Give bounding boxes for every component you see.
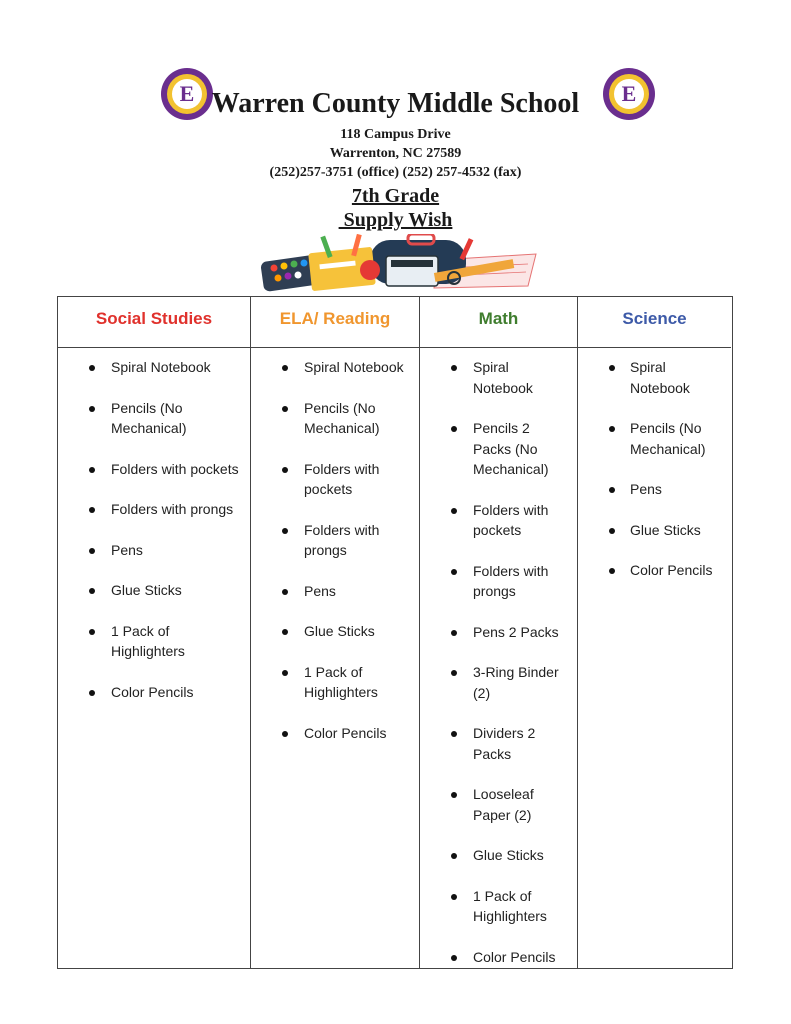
supply-list [251, 348, 419, 743]
supply-item [578, 418, 731, 459]
bullet-icon [451, 731, 457, 737]
bullet-icon [89, 406, 95, 412]
supply-item [58, 459, 250, 480]
bullet-icon [451, 894, 457, 900]
bullet-icon [282, 731, 288, 737]
supply-item-label: Folders with prongs [473, 562, 549, 599]
supply-item-label: 1 Pack of Highlighters [473, 887, 547, 924]
bullet-icon [451, 630, 457, 636]
bullet-icon [89, 507, 95, 513]
supply-item-label: Pencils (No Mechanical) [111, 399, 187, 436]
bullet-icon [451, 569, 457, 575]
address-street: 118 Campus Drive [340, 127, 451, 142]
supply-item-label: Pencils 2 Packs (No Mechanical) [473, 420, 549, 477]
bullet-icon [451, 792, 457, 798]
supply-item-label: Folders with pockets [473, 501, 549, 538]
supply-item [251, 662, 419, 703]
column-header: Science [578, 297, 731, 348]
supply-item-label: Spiral Notebook [473, 359, 533, 396]
supply-item-label: Pencils (No Mechanical) [630, 420, 706, 457]
supply-item [420, 418, 577, 480]
supply-item-label: Glue Sticks [630, 521, 701, 538]
supply-item [420, 784, 577, 825]
supply-item [251, 459, 419, 500]
apple [360, 260, 380, 280]
list-title: Supply Wish [338, 209, 453, 231]
supply-item [58, 398, 250, 439]
column-header: Social Studies [58, 297, 250, 348]
supply-item [251, 621, 419, 642]
supply-item [420, 886, 577, 927]
column-header: ELA/ Reading [251, 297, 419, 348]
supply-item [420, 622, 577, 643]
school-seal-icon: E [179, 81, 195, 106]
supply-item-label: Glue Sticks [473, 847, 544, 863]
supply-item-label: Folders with pockets [111, 460, 239, 477]
supply-item [251, 520, 419, 561]
bullet-icon [282, 467, 288, 473]
supply-item-label: Color Pencils [473, 948, 556, 965]
column-math [420, 297, 578, 968]
supply-item [578, 357, 731, 398]
supply-item-label: Glue Sticks [304, 623, 375, 639]
bullet-icon [282, 528, 288, 534]
supply-item-label: Color Pencils [630, 562, 713, 578]
bullet-icon [282, 365, 288, 371]
supply-item [58, 580, 250, 601]
bullet-icon [282, 629, 288, 635]
supply-item [58, 621, 250, 662]
supply-table [57, 296, 733, 969]
supply-list [420, 348, 577, 967]
supply-item-label: Folders with prongs [111, 501, 234, 517]
supply-item-label: 1 Pack of Highlighters [304, 663, 378, 700]
supply-list [578, 348, 731, 581]
bullet-icon [89, 365, 95, 371]
column-header: Math [420, 297, 577, 348]
supply-item-label: Folders with pockets [304, 460, 380, 497]
column-science [578, 297, 731, 968]
column-ela-reading [251, 297, 420, 968]
address-city: Warrenton, NC 27589 [329, 146, 462, 161]
supply-item [251, 398, 419, 439]
supply-item-label: Folders with prongs [304, 521, 380, 558]
grade-heading: 7th Grade [351, 185, 440, 207]
supply-item [251, 723, 419, 744]
supply-item [251, 357, 419, 378]
school-supplies-illustration [258, 234, 538, 292]
supply-item-label: Color Pencils [304, 724, 387, 741]
supply-list [58, 348, 250, 702]
bullet-icon [451, 853, 457, 859]
supply-item [420, 662, 577, 703]
supply-item-label: Looseleaf Paper (2) [473, 786, 534, 823]
supply-item-label: Pens [304, 582, 336, 599]
bullet-icon [609, 426, 615, 432]
bullet-icon [89, 629, 95, 635]
supply-item-label: Pens [630, 481, 662, 497]
supply-item [420, 561, 577, 602]
school-name: Warren County Middle School [211, 88, 580, 119]
bullet-icon [451, 508, 457, 514]
supply-item-label: Pencils (No Mechanical) [304, 399, 380, 436]
bullet-icon [89, 588, 95, 594]
bullet-icon [609, 487, 615, 493]
supply-item-label: Spiral Notebook [111, 359, 211, 375]
supply-item-label: 1 Pack of Highlighters [111, 622, 185, 659]
bullet-icon [451, 670, 457, 676]
bullet-icon [89, 690, 95, 696]
bullet-icon [451, 365, 457, 371]
bullet-icon [451, 426, 457, 432]
supply-item [578, 560, 731, 581]
supply-item [578, 520, 731, 541]
bullet-icon [89, 548, 95, 554]
column-social-studies [58, 297, 251, 968]
school-seal-icon: E [621, 81, 637, 106]
bullet-icon [609, 568, 615, 574]
supply-item-label: Pens [111, 541, 143, 558]
phone-fax: (252)257-3751 (office) (252) 257-4532 (fax) [269, 165, 522, 180]
supply-item [420, 723, 577, 764]
supply-item [251, 581, 419, 602]
supply-item-label: 3-Ring Binder (2) [473, 664, 559, 701]
supply-item-label: Spiral Notebook [630, 359, 690, 396]
supply-item [420, 500, 577, 541]
supply-item-label: Spiral Notebook [304, 359, 404, 375]
supply-item [58, 357, 250, 378]
supply-item-label: Color Pencils [111, 683, 194, 700]
bullet-icon [282, 406, 288, 412]
bullet-icon [282, 589, 288, 595]
bullet-icon [451, 955, 457, 961]
supply-item-label: Glue Sticks [111, 582, 182, 598]
supply-item [58, 540, 250, 561]
bullet-icon [89, 467, 95, 473]
bullet-icon [282, 670, 288, 676]
supply-item [420, 845, 577, 866]
supply-item [578, 479, 731, 500]
supply-item [58, 682, 250, 703]
bullet-icon [609, 528, 615, 534]
bullet-icon [609, 365, 615, 371]
supply-item [420, 357, 577, 398]
supply-item [58, 499, 250, 520]
supply-item-label: Pens 2 Packs [473, 623, 559, 640]
supply-item [420, 947, 577, 968]
supply-item-label: Dividers 2 Packs [473, 725, 536, 762]
